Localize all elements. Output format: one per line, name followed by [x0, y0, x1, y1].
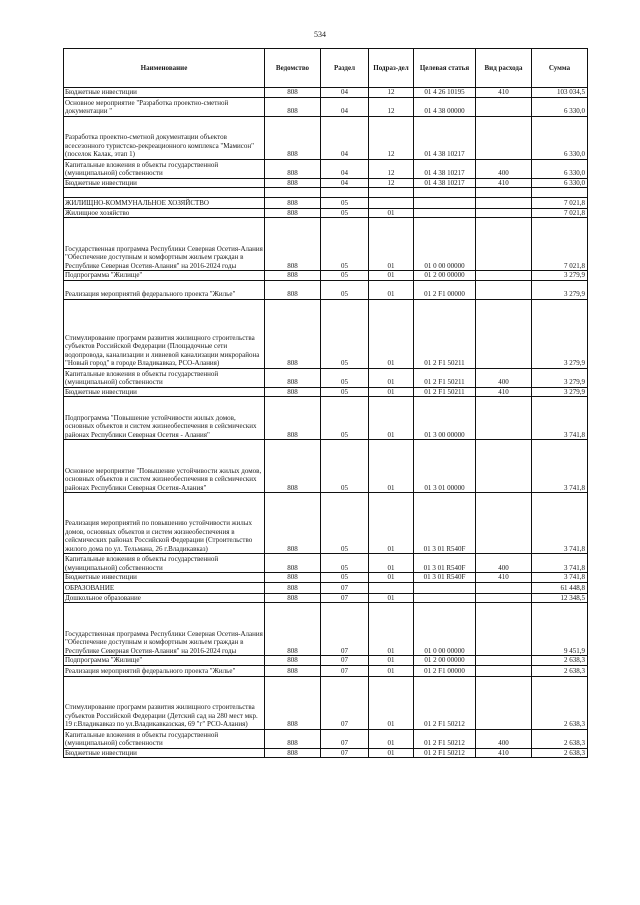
table-row — [64, 397, 588, 440]
header-vedomstvo: Ведомство — [265, 49, 321, 88]
table-row — [64, 440, 588, 493]
cell-razdel: 05 — [321, 218, 369, 271]
cell-razdel: 07 — [321, 593, 369, 603]
header-statya: Целевая статья — [414, 49, 476, 88]
cell-statya: 01 4 26 10195 — [414, 88, 476, 98]
cell-ved: 808 — [265, 440, 321, 493]
cell-statya: 01 0 00 00000 — [414, 218, 476, 271]
table-row — [64, 299, 588, 368]
cell-ved: 808 — [265, 208, 321, 218]
table-row — [64, 271, 588, 281]
cell-statya: 01 2 F1 50211 — [414, 368, 476, 387]
cell-name: Бюджетные инвестиции — [64, 178, 265, 188]
table-row — [64, 97, 588, 116]
table-row — [64, 197, 588, 208]
cell-podrazdel: 01 — [369, 656, 414, 666]
cell-vid — [476, 593, 532, 603]
cell-vid — [476, 299, 532, 368]
cell-name: Реализация мероприятий федерального проекта "Жилье" — [64, 665, 265, 676]
cell-razdel: 07 — [321, 603, 369, 656]
cell-podrazdel — [369, 582, 414, 593]
table-header-row — [64, 49, 588, 88]
cell-name: Капитальные вложения в объекты государственной (муниципальной) собственности — [64, 729, 265, 748]
cell-name: Бюджетные инвестиции — [64, 387, 265, 397]
cell-name: Подпрограмма "Жилище" — [64, 271, 265, 281]
table-row — [64, 116, 588, 159]
table-row — [64, 178, 588, 188]
cell-statya — [414, 582, 476, 593]
cell-ved: 808 — [265, 218, 321, 271]
cell-ved: 808 — [265, 159, 321, 178]
cell-razdel: 04 — [321, 159, 369, 178]
cell-ved: 808 — [265, 665, 321, 676]
cell-statya — [414, 188, 476, 198]
cell-podrazdel: 12 — [369, 97, 414, 116]
cell-razdel: 05 — [321, 440, 369, 493]
cell-name — [64, 188, 265, 198]
cell-summa: 7 021,8 — [532, 218, 588, 271]
cell-summa: 6 330,0 — [532, 159, 588, 178]
cell-summa: 103 034,5 — [532, 88, 588, 98]
cell-name: Реализация мероприятий федерального проекта "Жилье" — [64, 280, 265, 299]
cell-razdel: 05 — [321, 299, 369, 368]
cell-name: Капитальные вложения в объекты государственной (муниципальной) собственности — [64, 159, 265, 178]
cell-vid: 410 — [476, 178, 532, 188]
cell-podrazdel: 01 — [369, 440, 414, 493]
table-row — [64, 368, 588, 387]
cell-razdel — [321, 188, 369, 198]
cell-razdel: 07 — [321, 665, 369, 676]
header-vid-raskhoda: Вид расхода — [476, 49, 532, 88]
cell-statya: 01 2 F1 50211 — [414, 387, 476, 397]
cell-summa: 3 279,9 — [532, 387, 588, 397]
cell-summa: 3 741,8 — [532, 493, 588, 554]
cell-name: Подпрограмма "Повышение устойчивости жилых домов, основных объектов и систем жизнеобеспечения в сейсмических районах Республики Северная Осетия - Алания" — [64, 397, 265, 440]
cell-summa: 9 451,9 — [532, 603, 588, 656]
table-row — [64, 603, 588, 656]
cell-ved: 808 — [265, 116, 321, 159]
cell-razdel: 05 — [321, 493, 369, 554]
cell-podrazdel: 01 — [369, 603, 414, 656]
cell-podrazdel: 01 — [369, 397, 414, 440]
cell-statya — [414, 208, 476, 218]
cell-name: Бюджетные инвестиции — [64, 573, 265, 583]
cell-statya: 01 2 F1 50212 — [414, 676, 476, 729]
cell-summa: 3 279,9 — [532, 271, 588, 281]
table-row — [64, 665, 588, 676]
cell-razdel: 07 — [321, 582, 369, 593]
header-razdel: Раздел — [321, 49, 369, 88]
cell-statya: 01 2 F1 00000 — [414, 665, 476, 676]
cell-ved: 808 — [265, 88, 321, 98]
cell-ved: 808 — [265, 554, 321, 573]
cell-statya: 01 4 38 10217 — [414, 116, 476, 159]
cell-ved: 808 — [265, 178, 321, 188]
cell-ved: 808 — [265, 729, 321, 748]
cell-summa: 3 741,8 — [532, 397, 588, 440]
cell-vid — [476, 218, 532, 271]
cell-podrazdel: 01 — [369, 554, 414, 573]
cell-summa: 3 279,9 — [532, 299, 588, 368]
cell-razdel: 07 — [321, 748, 369, 758]
table-row — [64, 729, 588, 748]
cell-name: ЖИЛИЩНО-КОММУНАЛЬНОЕ ХОЗЯЙСТВО — [64, 197, 265, 208]
table-row — [64, 88, 588, 98]
cell-ved: 808 — [265, 593, 321, 603]
cell-statya: 01 4 38 10217 — [414, 178, 476, 188]
cell-statya: 01 2 F1 50212 — [414, 748, 476, 758]
cell-razdel: 07 — [321, 656, 369, 666]
cell-razdel: 04 — [321, 97, 369, 116]
table-row — [64, 208, 588, 218]
table-row — [64, 493, 588, 554]
cell-summa: 2 638,3 — [532, 656, 588, 666]
cell-name: Дошкольное образование — [64, 593, 265, 603]
cell-name: Подпрограмма "Жилище" — [64, 656, 265, 666]
cell-ved: 808 — [265, 493, 321, 554]
cell-summa: 3 279,9 — [532, 368, 588, 387]
cell-name: Основное мероприятие "Разработка проектно-сметной документации " — [64, 97, 265, 116]
cell-name: Государственная программа Республики Северная Осетия-Алания "Обеспечение доступным и комфортным жильем граждан в Республике Северная Осетия-Алания" на 2016-2024 годы — [64, 218, 265, 271]
cell-podrazdel: 01 — [369, 665, 414, 676]
cell-summa: 12 348,5 — [532, 593, 588, 603]
header-name: Наименование — [64, 49, 265, 88]
cell-podrazdel: 01 — [369, 593, 414, 603]
cell-vid — [476, 582, 532, 593]
cell-ved: 808 — [265, 387, 321, 397]
cell-razdel: 07 — [321, 676, 369, 729]
cell-statya: 01 3 00 00000 — [414, 397, 476, 440]
cell-podrazdel — [369, 188, 414, 198]
cell-vid — [476, 271, 532, 281]
cell-name: Стимулирование программ развития жилищного строительства субъектов Российской Федерации (Площадочные сети водопровода, канализации и ливневой канализации микрорайона "Новый город" в городе Владикавказ, РСО-Алания) — [64, 299, 265, 368]
cell-vid — [476, 397, 532, 440]
cell-ved: 808 — [265, 280, 321, 299]
cell-vid — [476, 656, 532, 666]
cell-statya: 01 2 00 00000 — [414, 271, 476, 281]
cell-ved: 808 — [265, 582, 321, 593]
cell-name: Реализация мероприятий по повышению устойчивости жилых домов, основных объектов и систем жизнеобеспечения в сейсмических районах Российской Федерации (Строительство жилого дома по ул. Тельмана, 26 г.Владикавказ) — [64, 493, 265, 554]
table-row — [64, 280, 588, 299]
cell-razdel: 05 — [321, 271, 369, 281]
cell-statya: 01 4 38 10217 — [414, 159, 476, 178]
table-row — [64, 159, 588, 178]
cell-statya: 01 2 F1 00000 — [414, 280, 476, 299]
cell-name: Бюджетные инвестиции — [64, 88, 265, 98]
cell-statya: 01 3 01 R540F — [414, 573, 476, 583]
cell-razdel: 05 — [321, 280, 369, 299]
cell-ved — [265, 188, 321, 198]
cell-statya — [414, 593, 476, 603]
cell-razdel: 05 — [321, 368, 369, 387]
cell-summa: 6 330,0 — [532, 178, 588, 188]
cell-vid — [476, 97, 532, 116]
cell-razdel: 05 — [321, 397, 369, 440]
cell-summa — [532, 188, 588, 198]
cell-ved: 808 — [265, 271, 321, 281]
cell-vid: 400 — [476, 368, 532, 387]
cell-statya: 01 4 38 00000 — [414, 97, 476, 116]
cell-ved: 808 — [265, 656, 321, 666]
table-row — [64, 593, 588, 603]
cell-podrazdel: 01 — [369, 729, 414, 748]
cell-name: Жилищное хозяйство — [64, 208, 265, 218]
cell-statya: 01 2 F1 50212 — [414, 729, 476, 748]
cell-summa: 2 638,3 — [532, 729, 588, 748]
table-row — [64, 582, 588, 593]
table-row — [64, 188, 588, 198]
cell-ved: 808 — [265, 676, 321, 729]
cell-vid — [476, 116, 532, 159]
cell-statya: 01 0 00 00000 — [414, 603, 476, 656]
cell-vid — [476, 208, 532, 218]
cell-ved: 808 — [265, 368, 321, 387]
cell-podrazdel: 12 — [369, 159, 414, 178]
cell-ved: 808 — [265, 397, 321, 440]
cell-podrazdel: 01 — [369, 208, 414, 218]
cell-razdel: 04 — [321, 116, 369, 159]
cell-name: Государственная программа Республики Северная Осетия-Алания "Обеспечение доступным и комфортным жильем граждан в Республике Северная Осетия-Алания" на 2016-2024 годы — [64, 603, 265, 656]
cell-podrazdel: 01 — [369, 387, 414, 397]
cell-vid — [476, 603, 532, 656]
cell-vid — [476, 188, 532, 198]
cell-podrazdel: 01 — [369, 676, 414, 729]
table-row — [64, 676, 588, 729]
cell-vid — [476, 280, 532, 299]
cell-name: Стимулирование программ развития жилищного строительства субъектов Российской Федерации (Детский сад на 280 мест мкр. 19 г.Владикавказ по ул.Владикавказская, 69 "г" РСО-Алания) — [64, 676, 265, 729]
cell-razdel: 04 — [321, 178, 369, 188]
budget-table — [63, 48, 588, 758]
cell-summa: 2 638,3 — [532, 676, 588, 729]
table-row — [64, 218, 588, 271]
cell-vid: 410 — [476, 387, 532, 397]
cell-podrazdel: 01 — [369, 299, 414, 368]
cell-razdel: 05 — [321, 573, 369, 583]
cell-vid — [476, 197, 532, 208]
table-row — [64, 656, 588, 666]
cell-vid: 400 — [476, 159, 532, 178]
cell-razdel: 05 — [321, 208, 369, 218]
cell-vid: 400 — [476, 554, 532, 573]
cell-podrazdel: 12 — [369, 178, 414, 188]
cell-summa: 2 638,3 — [532, 665, 588, 676]
cell-podrazdel: 01 — [369, 280, 414, 299]
cell-name: Капитальные вложения в объекты государственной (муниципальной) собственности — [64, 368, 265, 387]
cell-vid — [476, 493, 532, 554]
cell-statya: 01 2 00 00000 — [414, 656, 476, 666]
cell-vid — [476, 676, 532, 729]
cell-summa: 3 741,8 — [532, 573, 588, 583]
cell-name: Основное мероприятие "Повышение устойчивости жилых домов, основных объектов и систем жизнеобеспечения в сейсмических районах Республики Северная Осетия-Алания" — [64, 440, 265, 493]
cell-vid — [476, 665, 532, 676]
cell-podrazdel — [369, 197, 414, 208]
cell-summa: 6 330,0 — [532, 116, 588, 159]
cell-statya: 01 3 01 R540F — [414, 554, 476, 573]
cell-podrazdel: 01 — [369, 493, 414, 554]
cell-podrazdel: 12 — [369, 88, 414, 98]
table-row — [64, 387, 588, 397]
header-summa: Сумма — [532, 49, 588, 88]
cell-ved: 808 — [265, 603, 321, 656]
cell-podrazdel: 01 — [369, 368, 414, 387]
cell-ved: 808 — [265, 197, 321, 208]
cell-podrazdel: 01 — [369, 573, 414, 583]
cell-podrazdel: 01 — [369, 748, 414, 758]
header-podrazdel: Подраз-дел — [369, 49, 414, 88]
cell-podrazdel: 12 — [369, 116, 414, 159]
cell-ved: 808 — [265, 97, 321, 116]
cell-razdel: 05 — [321, 197, 369, 208]
cell-podrazdel: 01 — [369, 218, 414, 271]
cell-name: ОБРАЗОВАНИЕ — [64, 582, 265, 593]
cell-summa: 3 741,8 — [532, 554, 588, 573]
cell-razdel: 05 — [321, 554, 369, 573]
cell-summa: 6 330,0 — [532, 97, 588, 116]
cell-statya: 01 3 01 R540F — [414, 493, 476, 554]
cell-summa: 3 279,9 — [532, 280, 588, 299]
cell-razdel: 07 — [321, 729, 369, 748]
cell-summa: 61 448,8 — [532, 582, 588, 593]
cell-ved: 808 — [265, 299, 321, 368]
cell-summa: 7 021,8 — [532, 197, 588, 208]
cell-vid: 410 — [476, 88, 532, 98]
cell-vid: 400 — [476, 729, 532, 748]
cell-statya: 01 2 F1 50211 — [414, 299, 476, 368]
page-number: 534 — [314, 30, 326, 39]
cell-razdel: 05 — [321, 387, 369, 397]
cell-ved: 808 — [265, 573, 321, 583]
cell-name: Разработка проектно-сметной документации объектов всесезонного туристско-рекреационного комплекса "Мамисон" (поселок Калак, этап 1) — [64, 116, 265, 159]
cell-summa: 3 741,8 — [532, 440, 588, 493]
cell-name: Капитальные вложения в объекты государственной (муниципальной) собственности — [64, 554, 265, 573]
cell-summa: 7 021,8 — [532, 208, 588, 218]
cell-statya: 01 3 01 00000 — [414, 440, 476, 493]
cell-statya — [414, 197, 476, 208]
cell-vid: 410 — [476, 748, 532, 758]
table-row — [64, 748, 588, 758]
cell-summa: 2 638,3 — [532, 748, 588, 758]
table-row — [64, 573, 588, 583]
table-body — [64, 88, 588, 758]
cell-vid: 410 — [476, 573, 532, 583]
table-row — [64, 554, 588, 573]
cell-ved: 808 — [265, 748, 321, 758]
cell-vid — [476, 440, 532, 493]
cell-razdel: 04 — [321, 88, 369, 98]
cell-name: Бюджетные инвестиции — [64, 748, 265, 758]
cell-podrazdel: 01 — [369, 271, 414, 281]
